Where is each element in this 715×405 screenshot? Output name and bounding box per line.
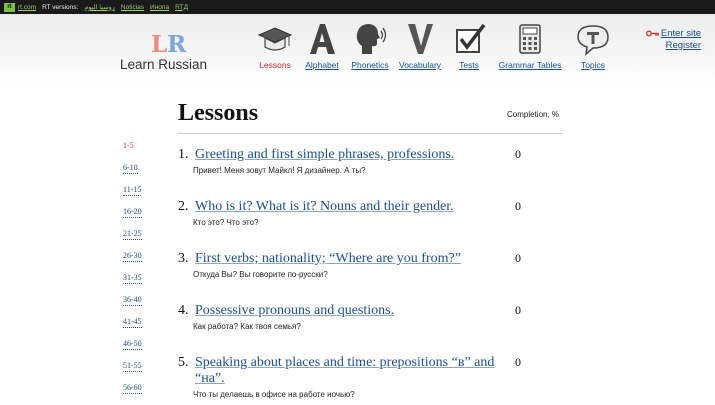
nav-label-phonetics[interactable]: Phonetics [351, 60, 389, 70]
nav-label-vocabulary[interactable]: Vocabulary [399, 60, 442, 70]
rt-versions-label: RT versions: [42, 3, 79, 11]
range-link-46-50[interactable]: 46-50 [123, 339, 142, 348]
lesson-title-link[interactable]: First verbs; nationality; “Where are you from?” [195, 251, 461, 266]
lesson-completion: 0 [515, 199, 521, 213]
calculator-icon [512, 22, 548, 56]
range-link-21-25[interactable]: 21-25 [123, 229, 142, 238]
nav-grammar-tables[interactable] [497, 22, 563, 70]
lesson-completion: 0 [515, 251, 521, 265]
range-link-51-55[interactable]: 51-55 [123, 361, 142, 370]
site-header [0, 14, 715, 88]
nav-lessons[interactable] [256, 22, 294, 70]
range-link-56-60[interactable]: 56-60 [123, 383, 142, 392]
nav-tests[interactable] [452, 22, 486, 70]
nav-label-grammar-tables[interactable]: Grammar Tables [498, 60, 562, 70]
lesson-number: 5. [178, 355, 189, 370]
lesson-number: 1. [178, 147, 189, 162]
lesson-completion: 0 [515, 355, 521, 369]
logo-letter-r: R [167, 31, 187, 58]
lesson-subtitle: Откуда Вы? Вы говорите по-русски? [193, 270, 328, 279]
range-link-11-15[interactable]: 11-15 [123, 185, 142, 194]
lesson-title-link[interactable]: Who is it? What is it? Nouns and their gender. [195, 199, 454, 214]
lesson-number: 2. [178, 199, 189, 214]
nav-topics[interactable] [574, 22, 612, 70]
range-link-41-45[interactable]: 41-45 [123, 317, 142, 326]
logo-letter-l: L [151, 31, 168, 58]
lesson-title-link[interactable]: Speaking about places and time: prepositions “в” and “на”. [195, 355, 495, 386]
lesson-range-nav [123, 141, 142, 405]
version-link-arabic[interactable]: روسيا اليوم [84, 4, 115, 11]
nav-label-tests[interactable]: Tests [459, 60, 479, 70]
rt-logo[interactable]: rt [4, 3, 15, 12]
lesson-title-link[interactable]: Greeting and first simple phrases, professions. [195, 147, 455, 162]
lesson-subtitle: Как работа? Как твоя семья? [193, 322, 301, 331]
nav-phonetics[interactable] [350, 22, 390, 70]
key-icon [646, 30, 659, 37]
nav-vocabulary[interactable] [399, 22, 441, 70]
speech-bubble-icon [575, 22, 611, 56]
auth-links [661, 28, 701, 52]
lesson-completion: 0 [515, 147, 521, 161]
nav-alphabet[interactable] [304, 22, 340, 70]
enter-site-link[interactable]: Enter site [660, 28, 701, 39]
version-link-noticias[interactable]: Noticias [120, 3, 145, 11]
lesson-title-link[interactable]: Possessive pronouns and questions. [195, 303, 395, 318]
rt-com-link[interactable]: rt.com [18, 3, 37, 11]
page-title: Lessons [178, 100, 259, 126]
lesson-number: 3. [178, 251, 189, 266]
top-bar [0, 0, 715, 14]
range-link-16-20[interactable]: 16-20 [123, 207, 142, 216]
nav-label-topics[interactable]: Topics [580, 60, 606, 70]
letter-a-icon [304, 22, 340, 56]
lesson-subtitle: Кто это? Что это? [193, 218, 259, 227]
lesson-subtitle: Привет! Меня зовут Майкл! Я дизайнер. А ты? [193, 166, 366, 175]
lesson-subtitle: Что ты делаешь в офисе на работе ночью? [193, 390, 355, 399]
lr-logo[interactable] [151, 31, 186, 58]
head-speaking-icon [352, 22, 388, 56]
letter-v-icon [402, 22, 438, 56]
graduation-cap-icon [257, 22, 293, 56]
range-link-6-10[interactable]: 6-10 [123, 163, 138, 172]
completion-column-header: Completion, % [507, 110, 560, 119]
range-link-1-5[interactable]: 1-5 [123, 141, 134, 150]
range-link-26-30[interactable]: 26-30 [123, 251, 142, 260]
nav-label-lessons[interactable]: Lessons [259, 60, 291, 70]
range-link-31-35[interactable]: 31-35 [123, 273, 142, 282]
version-link-inopa[interactable]: Инопа [150, 3, 170, 11]
register-link[interactable]: Register [665, 40, 701, 51]
nav-label-alphabet[interactable]: Alphabet [305, 60, 339, 70]
lesson-number: 4. [178, 303, 189, 318]
version-link-rtd[interactable]: RTД [175, 3, 189, 11]
lesson-completion: 0 [515, 303, 521, 317]
header-divider [178, 133, 563, 134]
brand-name[interactable]: Learn Russian [120, 57, 208, 72]
checkbox-icon [452, 22, 488, 56]
range-link-36-40[interactable]: 36-40 [123, 295, 142, 304]
